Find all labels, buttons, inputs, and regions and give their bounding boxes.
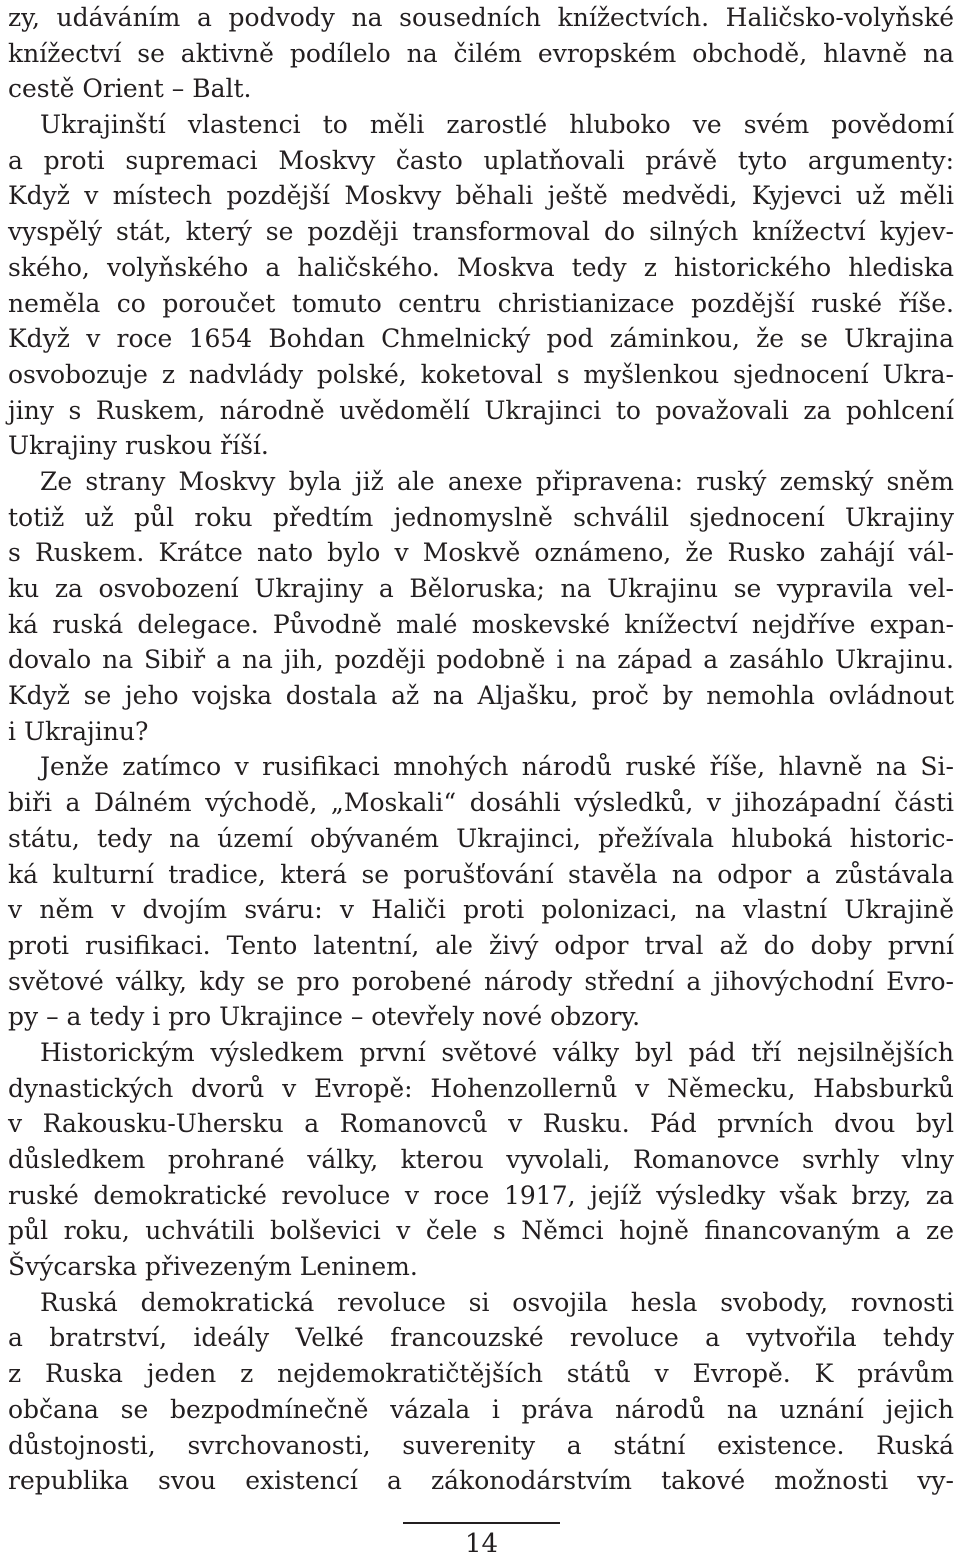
text-line: světové války, kdy se pro porobené národy střední a jihovýchodní Evro- (8, 966, 954, 996)
text-line: Ukrajinští vlastenci to měli zarostlé hluboko ve svém povědomí (40, 110, 954, 140)
text-line: ku za osvobození Ukrajiny a Běloruska; na Ukrajinu se vypravila vel- (8, 574, 954, 603)
text-line: půl roku, uchvátili bolševici v čele s Němci hojně financovaným a ze (8, 1216, 954, 1246)
text-line: v Rakousku-Uhersku a Romanovců v Rusku. Pád prvních dvou byl (8, 1109, 954, 1139)
text-line: důstojnosti, svrchovanosti, suverenity a státní existence. Ruská (8, 1430, 954, 1460)
text-line: ká ruská delegace. Původně malé moskevské knížectví nejdříve expan- (8, 609, 954, 639)
text-line: dynastických dvorů v Evropě: Hohenzollernů v Německu, Habsburků (8, 1073, 954, 1103)
text-line: státu, tedy na území obývaném Ukrajinci, přežívala hluboká historic- (8, 823, 954, 853)
text-line: py – a tedy i pro Ukrajince – otevřely nové obzory. (8, 1002, 641, 1032)
text-line: i Ukrajinu? (8, 716, 149, 746)
text-line: biři a Dálném východě, „Moskali“ dosáhli výsledků, v jihozápadní části (8, 788, 954, 818)
text-line: dovalo na Sibiř a na jih, později podobně i na západ a zasáhlo Ukrajinu. (8, 645, 954, 675)
text-line: Historickým výsledkem první světové války byl pád tří nejsilnějších (40, 1037, 954, 1067)
text-line: vyspělý stát, který se později transformoval do silných knížectví kyjev- (8, 217, 954, 247)
text-line: proti rusifikaci. Tento latentní, ale živý odpor trval až do doby první (8, 930, 954, 960)
text-line: knížectví se aktivně podílelo na čilém evropském obchodě, hlavně na (8, 38, 954, 68)
text-line: Když v místech pozdější Moskvy běhali ještě medvědi, Kyjevci už měli (8, 181, 954, 211)
text-line: jiny s Ruskem, národně uvědomělí Ukrajinci to považovali za pohlcení (8, 395, 954, 425)
page-body (8, 0, 954, 1499)
text-line: v něm v dvojím sváru: v Haliči proti polonizaci, na vlastní Ukrajině (8, 895, 954, 925)
text-line: a bratrství, ideály Velké francouzské revoluce a vytvořila tehdy (8, 1323, 954, 1353)
text-line: Když v roce 1654 Bohdan Chmelnický pod záminkou, že se Ukrajina (8, 324, 954, 354)
text-line: z Ruska jeden z nejdemokratičtějších států v Evropě. K právům (8, 1359, 954, 1389)
text-line: Jenže zatímco v rusifikaci mnohých národů ruské říše, hlavně na Si- (40, 752, 954, 782)
text-line: neměla co poroučet tomuto centru christianizace pozdější ruské říše. (8, 288, 954, 318)
page-number: 14 (464, 1529, 499, 1559)
text-line: ského, volyňského a haličského. Moskva tedy z historického hlediska (8, 252, 954, 282)
text-line: a proti supremaci Moskvy často uplatňovali právě tyto argumenty: (8, 145, 954, 175)
text-line: s Ruskem. Krátce nato bylo v Moskvě oznámeno, že Rusko zahájí vál- (8, 538, 954, 568)
text-line: Švýcarska přivezeným Leninem. (8, 1252, 418, 1282)
text-line: osvobozuje z nadvlády polské, koketoval s myšlenkou sjednocení Ukra- (8, 359, 954, 389)
text-line: Ruská demokratická revoluce si osvojila hesla svobody, rovnosti (40, 1287, 954, 1317)
text-line: občana se bezpodmínečně vázala i práva národů na uznání jejich (8, 1394, 954, 1424)
text-line: zy, udáváním a podvody na sousedních knížectvích. Haličsko-volyňské (8, 3, 954, 32)
text-line: ruské demokratické revoluce v roce 1917, jejíž výsledky však brzy, za (8, 1180, 954, 1210)
text-line: totiž už půl roku předtím jednomyslně schválil sjednocení Ukrajiny (8, 502, 954, 532)
text-line: Ukrajiny ruskou říší. (8, 431, 269, 461)
text-line: důsledkem prohrané války, kterou vyvolali, Romanovce svrhly vlny (8, 1145, 954, 1174)
text-line: Ze strany Moskvy byla již ale anexe připravena: ruský zemský sněm (40, 466, 954, 496)
footer-rule (403, 1522, 560, 1524)
text-line: ká kulturní tradice, která se porušťování stavěla na odpor a zůstávala (8, 859, 954, 889)
text-line: republika svou existencí a zákonodárstvím takové možnosti vy- (8, 1466, 954, 1496)
text-line: cestě Orient – Balt. (8, 74, 252, 104)
text-line: Když se jeho vojska dostala až na Aljašku, proč by nemohla ovládnout (8, 681, 954, 711)
